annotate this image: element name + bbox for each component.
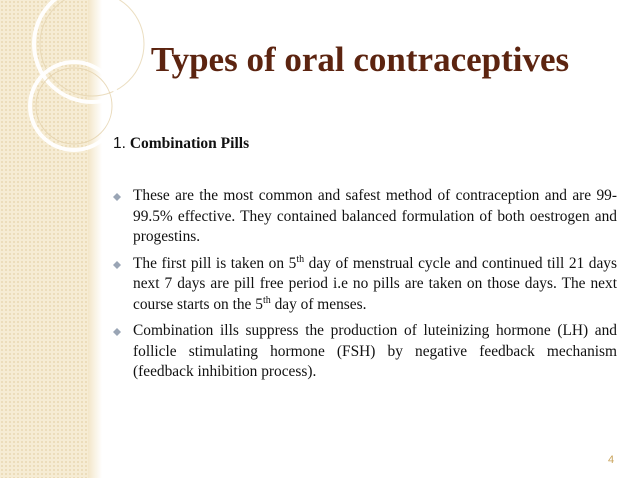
bullet-item [113, 186, 617, 248]
bullet-text: The first pill is taken on 5 [133, 254, 297, 272]
ordinal-superscript: th [262, 294, 271, 306]
section-heading [113, 134, 249, 154]
bullet-text: Combination ills suppress the production of luteinizing hormone (LH) and follicle stimulating hormone (FSH) by negative feedback mechanism (feedback inhibition process). [133, 322, 617, 380]
page-number: 4 [608, 454, 615, 466]
bullet-item [113, 321, 617, 383]
bullet-item [113, 254, 617, 316]
diamond-bullet-icon [113, 193, 121, 201]
decorative-circles [0, 0, 160, 200]
section-number: 1. [113, 135, 126, 152]
diamond-bullet-icon [113, 261, 121, 269]
diamond-bullet-icon [113, 328, 121, 336]
bullet-list [113, 186, 617, 389]
section-title: Combination Pills [129, 135, 250, 152]
bullet-text: day of menstrual cycle and continued till 21 days next 7 days are pill free period i.e no pills are taken on those days. The next course starts on the 5 [133, 254, 617, 313]
ordinal-superscript: th [296, 253, 305, 265]
slide-title: Types of oral contraceptives [150, 40, 570, 79]
bullet-text: These are the most common and safest method of contraception and are 99-99.5% effective. They contained balanced formulation of both oestrogen and progestins. [133, 187, 617, 245]
bullet-text: day of menses. [270, 295, 367, 313]
